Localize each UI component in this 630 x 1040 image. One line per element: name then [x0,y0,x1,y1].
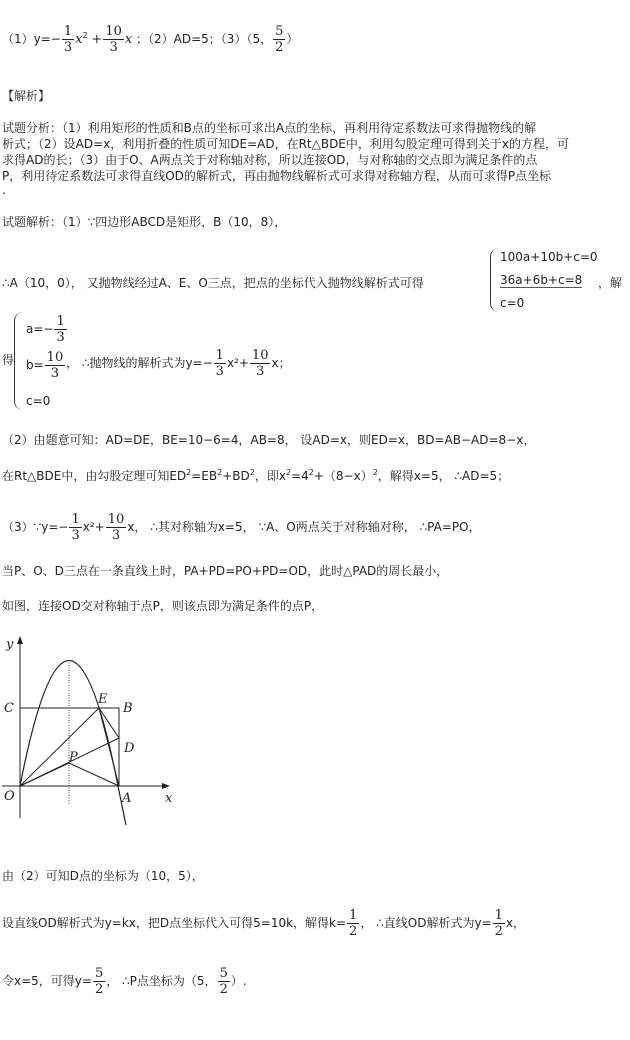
sol3-text-b: x²+ [82,520,105,534]
sol3-text-c: x， ∴其对称轴为x=5， ∵A、O两点关于对称轴对称， ∴PA=PO， [127,520,481,534]
frac-num: 10 [251,348,269,363]
k-frac [347,908,359,939]
brace [490,248,499,312]
parabola [20,661,127,826]
sol2-text-e: =4 [291,469,309,483]
frac-den: 3 [256,364,265,379]
sol1-conc-end: x； [271,356,291,370]
sol3-text-a: （3）∵y=− [2,520,69,534]
frac-den: 3 [56,330,65,345]
sol1-solve-text: ，解 [598,276,623,290]
sys2-c: c=0 [26,394,51,408]
frac-num: 5 [275,24,284,39]
frac-den: 3 [63,40,73,55]
answer-frac1 [62,24,74,55]
segment-OP [20,763,69,786]
frac-num: 1 [71,512,80,527]
label-x: x [165,791,173,806]
sol3-line-5 [2,908,525,939]
sol2-sq: 2 [372,468,378,477]
sol1-conc-frac2 [250,348,271,379]
sol3-line6-text-c: ）. [230,974,247,988]
sol1-conclusion [66,348,291,379]
answer-plus: + [91,32,103,47]
frac-den: 2 [94,982,104,997]
sol2-text-d: ，即x [254,469,286,483]
frac-num: 1 [56,314,65,329]
sol2-sq: 2 [308,468,314,477]
sol3-line6-text-b: ， ∴P点坐标为（5， [106,974,217,988]
sol3-frac1 [69,512,81,543]
answer-frac3 [273,24,285,55]
analysis-line-5: . [2,183,6,197]
sol3-line5-text-a: 设直线OD解析式为y=kx，把D点坐标代入可得5=10k，解得k= [2,916,347,930]
segment-ED [99,708,119,738]
sol2-text-f: +（8−x） [313,469,373,483]
sys2-b-frac [45,350,66,381]
sys2-a-text: a=− [26,322,54,336]
answer-exp: 2 [82,31,88,40]
sol3-line-3: 如图，连接OD交对称轴于点P，则该点即为满足条件的点P， [2,599,324,613]
frac-num: 10 [46,350,64,365]
section-title: 【解析】 [2,89,51,103]
frac-den: 3 [109,40,118,55]
sol2-sq: 2 [249,468,255,477]
segment-OE [20,708,99,786]
frac-num: 1 [349,908,358,923]
label-D: D [124,741,135,756]
sol1-conc-mid: x²+ [226,356,249,370]
frac-num: 5 [219,966,228,981]
frac-den: 2 [494,924,503,939]
sol1-conc-frac1 [214,348,226,379]
frac-num: 10 [105,24,122,39]
geometry-figure [0,630,200,825]
sys2-b [26,350,66,381]
sol2-text-c: +BD [222,469,250,483]
label-y: y [6,637,14,652]
y-frac [93,966,105,997]
sol3-line-1 [2,512,481,543]
sys1-eq3: c=0 [500,296,525,310]
sol2-line-2 [2,468,509,484]
frac-den: 3 [111,528,121,543]
analysis-line-2: 析式；（2）设AD=x，利用折叠的性质可知DE=AD，在Rt△BDE中，利用勾股定理可得到关于x的方程，可 [2,137,569,151]
sol3-line6-text-a: 令x=5，可得y= [2,974,92,988]
sol2-line-1: （2）由题意可知：AD=DE，BE=10−6=4，AB=8， 设AD=x，则ED=x，BD=AB−AD=8−x， [2,433,536,447]
x-axis-arrow [162,783,170,789]
label-B: B [123,701,133,716]
sol1-de: 得 [2,353,15,367]
frac-den: 2 [275,40,284,55]
sol1-line-1: 试题解析：（1）∵四边形ABCD是矩形，B（10，8）， [2,215,287,229]
analysis-line-1: 试题分析：（1）利用矩形的性质和B点的坐标可求出A点的坐标，再利用待定系数法可求得抛物线的解 [2,121,537,135]
sol3-frac2 [106,512,127,543]
frac-den: 3 [50,366,60,381]
frac-num: 1 [215,348,224,363]
answer-part1: （1）y=− [2,32,61,46]
label-A: A [122,791,132,806]
sys2-a-frac [54,314,66,345]
frac-den: 2 [219,982,228,997]
label-P: P [69,750,78,765]
answer-var: x [124,32,133,47]
frac-num: 1 [63,24,73,39]
sys2-a [26,314,68,345]
p-frac [218,966,230,997]
analysis-line-4: P，利用待定系数法可求得直线OD的解析式，再由抛物线解析式可求得对称轴方程，从而可求得P点坐标 [2,169,552,183]
frac-num: 1 [494,908,503,923]
answer-frac2 [103,24,124,55]
sys1-eq2: 36a+6b+c=8 [500,273,583,287]
sys1-eq1: 100a+10b+c=0 [500,250,598,264]
sol1-conclusion-text: ， ∴抛物线的解析式为y=− [66,356,213,370]
sol3-line-4: 由（2）可知D点的坐标为（10，5）， [2,869,204,883]
answer-part2: ；（2）AD=5；（3）（5， [136,32,273,46]
frac-den: 3 [71,528,80,543]
sol2-text-g: ，解得x=5， ∴AD=5； [377,469,510,483]
sol3-line5-text-b: ， ∴直线OD解析式为y= [360,916,492,930]
segment-PA [69,763,119,786]
sol2-sq: 2 [285,468,292,477]
y-axis-arrow [17,636,23,644]
label-O: O [4,789,15,804]
answer-var: x [75,32,83,47]
answer-close: ） [286,32,299,46]
sol3-line-2: 当P、O、D三点在一条直线上时，PA+PD=PO+PD=OD，此时△PAD的周长最小， [2,564,449,578]
brace [14,312,23,410]
sol3-line5-text-c: x， [505,916,526,930]
label-C: C [4,701,14,716]
sys2-b-text: b= [26,358,44,372]
segment-EA [99,708,119,786]
frac-num: 5 [94,966,104,981]
sol2-sq: 2 [217,468,223,477]
sol1-line-2: ∴A（10，0）， 又抛物线经过A、E、O三点，把点的坐标代入抛物线解析式可得 [2,276,424,290]
sol2-text-b: =EB [191,469,218,483]
frac-den: 3 [215,364,224,379]
sol2-text-a: 在Rt△BDE中，由勾股定理可知ED [2,469,187,483]
sol2-sq: 2 [186,468,192,477]
frac-den: 2 [349,924,358,939]
od-frac [493,908,505,939]
label-E: E [98,692,108,707]
analysis-line-3: 求得AD的长；（3）由于O、A两点关于对称轴对称，所以连接OD，与对称轴的交点即为满足条件的点 [2,153,538,167]
frac-num: 10 [107,512,125,527]
answer-line [2,24,298,55]
sol3-line-6 [2,966,247,997]
